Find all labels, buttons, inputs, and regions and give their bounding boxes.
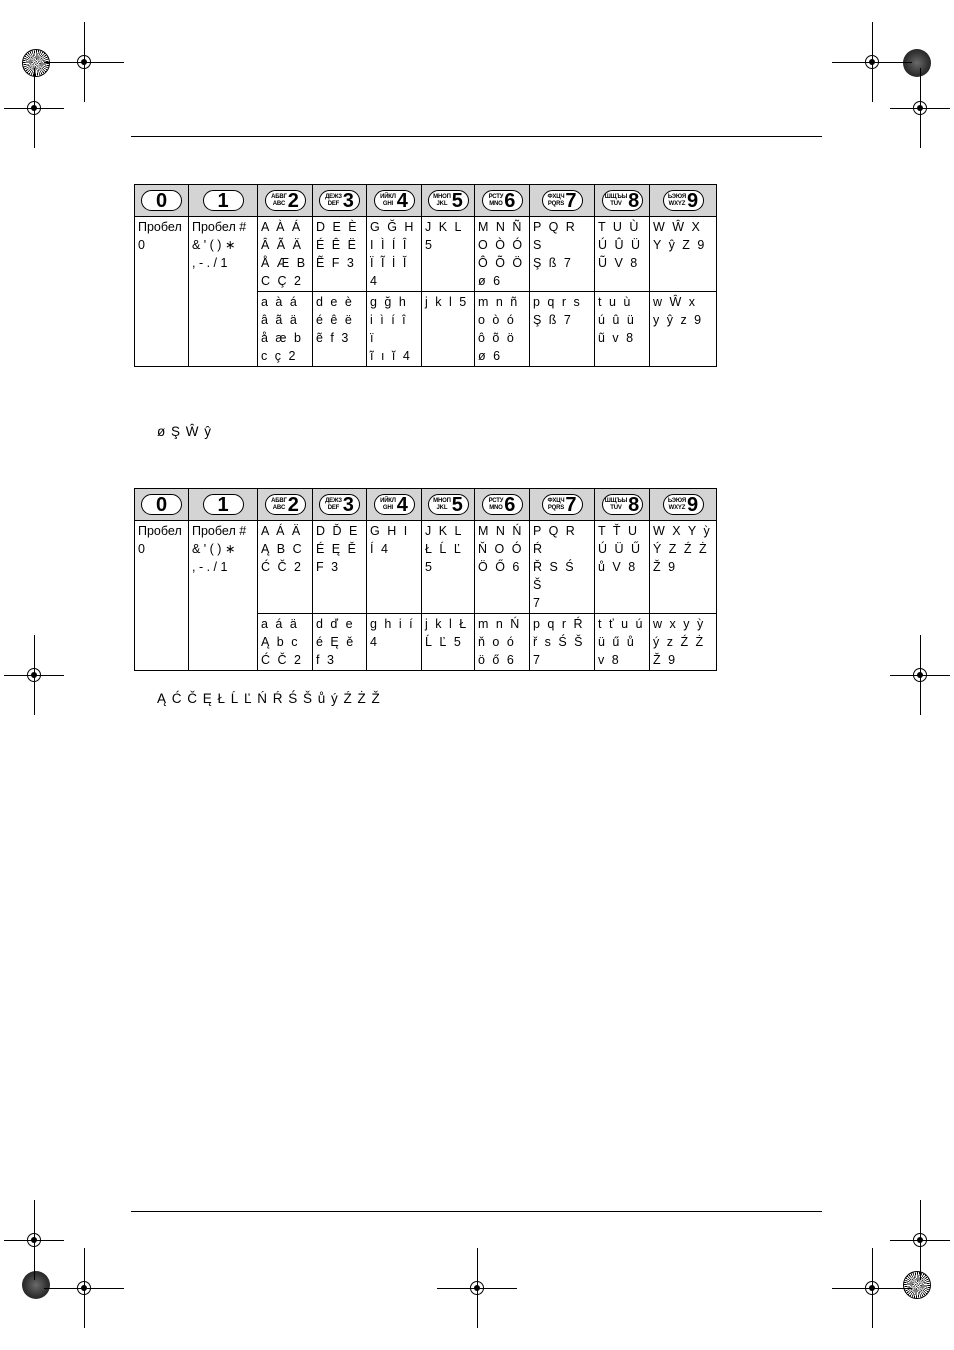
character-line: ø 6 [478,274,503,288]
character-line: v 8 [598,653,621,667]
character-line: C Ç 2 [261,274,303,288]
key-latin-letters: GHI [382,504,393,511]
lowercase-characters-key-5 [422,614,475,671]
character-line: a à á [261,295,299,309]
character-line: å æ b [261,331,303,345]
character-line: O Ò Ó [478,238,525,252]
key-cyrillic-letters: ЬЭЮЯ [667,497,686,504]
lowercase-characters-key-2 [258,292,313,367]
key-letters [325,194,342,208]
key-header-cell [595,185,650,217]
key-0-characters [135,217,189,367]
key-header-row [135,489,717,521]
uppercase-characters-key-5 [422,217,475,292]
character-line: Ž 9 [653,653,678,667]
key-5-icon [428,494,469,515]
key-latin-letters: ABC [272,504,286,511]
key-cyrillic-letters: ЬЭЮЯ [667,193,686,200]
lowercase-characters-key-4 [367,614,422,671]
key-0-icon [141,190,182,211]
lowercase-characters-key-3 [313,292,367,367]
key-2-icon [265,190,306,211]
character-line: Ą b c [261,635,300,649]
character-line: é Ę ě [316,635,356,649]
character-line: g h i í [370,617,415,631]
key-letters [668,498,686,512]
key-latin-letters: PQRS [547,200,565,207]
key-number: 8 [628,189,640,212]
key-number: 3 [342,189,354,212]
key-latin-letters: TUV [610,504,622,511]
key-9-icon [663,494,704,515]
character-line: Ş ß 7 [533,256,573,270]
key-letters [489,498,504,512]
character-line: G Ğ H [370,220,416,234]
key-header-cell [367,185,422,217]
character-line: Y ŷ Z 9 [653,238,707,252]
character-line: Ć Č 2 [261,653,303,667]
character-line: Ú Û Ü [598,238,643,252]
character-line: 4 [370,274,379,288]
key-1-characters [189,217,258,367]
character-line: w Ŵ x [653,295,698,309]
lowercase-characters-key-4 [367,292,422,367]
key-header-cell [258,489,313,521]
key-header-cell [189,185,258,217]
lowercase-characters-key-7 [530,614,595,671]
key-latin-letters: GHI [382,200,393,207]
character-line: , - . / 1 [192,560,228,574]
key-8-icon [602,494,643,515]
character-line: Ö Ő 6 [478,560,522,574]
key-8-icon [602,190,643,211]
key-cyrillic-letters: ШЩЪЫ [604,497,628,504]
character-line: T Ť U [598,524,640,538]
character-line: Ý Z Ź Ż [653,542,709,556]
uppercase-characters-key-5 [422,521,475,614]
key-cyrillic-letters: АБВГ [271,193,287,200]
character-line: ö ő 6 [478,653,516,667]
character-line: D Ď E [316,524,360,538]
character-line: Í 4 [370,542,390,556]
character-line: f 3 [316,653,336,667]
character-line: , - . / 1 [192,256,228,270]
uppercase-characters-key-2 [258,217,313,292]
key-header-cell [530,489,595,521]
key-number: 2 [287,493,299,516]
character-line: D E È [316,220,359,234]
character-line: P Q R S [533,220,577,252]
character-line: I Ì Í Î [370,238,409,252]
key-header-cell [650,489,717,521]
character-line: m n ñ [478,295,520,309]
key-latin-letters: MNO [489,200,503,207]
character-line: Пробел [138,524,182,538]
lowercase-characters-key-5 [422,292,475,367]
character-line: P Q R Ŕ [533,524,577,556]
lowercase-characters-key-8 [595,292,650,367]
dark-registration-mark [903,49,931,77]
character-line: m n Ń [478,617,522,631]
character-line: A À Á [261,220,303,234]
key-cyrillic-letters: ФХЦЧ [547,193,565,200]
key-header-cell [135,489,189,521]
lowercase-characters-key-2 [258,614,313,671]
key-number: 1 [217,493,229,516]
key-6-icon [482,190,523,211]
key-letters [433,194,451,208]
character-line: ú û ü [598,313,636,327]
key-9-icon [663,190,704,211]
character-line: p q r s [533,295,582,309]
character-line: Пробел # [192,220,247,234]
key-latin-letters: WXYZ [668,200,686,207]
key-0-characters [135,521,189,671]
character-line: ň o ó [478,635,516,649]
key-letters [380,498,396,512]
lowercase-characters-key-8 [595,614,650,671]
key-cyrillic-letters: ФХЦЧ [547,497,565,504]
character-line: ø 6 [478,349,503,363]
key-latin-letters: DEF [327,504,340,511]
key-number: 7 [565,189,577,212]
character-line: w x y ỳ [653,617,706,631]
key-3-icon [319,190,360,211]
character-line: J K L [425,524,464,538]
character-line: ũ v 8 [598,331,636,345]
character-line: A Á Ä [261,524,303,538]
character-line: g ğ h [370,295,408,309]
uppercase-characters-key-3 [313,521,367,614]
key-cyrillic-letters: ИЙКЛ [380,193,396,200]
character-table-1 [134,184,717,367]
character-line: 5 [425,560,434,574]
key-letters [433,498,451,512]
character-line: i ì í î ï [370,313,408,345]
character-line: Ẽ F 3 [316,256,356,270]
key-header-cell [135,185,189,217]
character-line: Ĺ Ľ 5 [425,635,463,649]
key-cyrillic-letters: ДЕЖЗ [325,497,342,504]
character-line: ü ű ů [598,635,636,649]
uppercase-characters-key-2 [258,521,313,614]
key-header-cell [530,185,595,217]
uppercase-characters-key-9 [650,521,717,614]
character-line: Ą B C [261,542,304,556]
star-registration-mark [22,49,50,77]
key-latin-letters: JKL [436,200,448,207]
key-letters [489,194,504,208]
key-letters [325,498,342,512]
character-line: M N Ń [478,524,524,538]
lowercase-characters-key-6 [475,292,530,367]
key-cyrillic-letters: ИЙКЛ [380,497,396,504]
character-line: d e è [316,295,354,309]
character-line: 7 [533,596,542,610]
uppercase-row [135,217,717,292]
character-line: d ď e [316,617,355,631]
key-header-cell [189,489,258,521]
character-line: & ' ( ) ∗ [192,238,236,252]
key-letters [271,498,287,512]
key-cyrillic-letters: РСТУ [488,193,504,200]
character-line: Ž 9 [653,560,678,574]
character-line: ý z Ź Ż [653,635,706,649]
character-line: c ç 2 [261,349,298,363]
character-line: o ò ó [478,313,516,327]
character-line: & ' ( ) ∗ [192,542,236,556]
star-registration-mark [903,1271,931,1299]
uppercase-characters-key-9 [650,217,717,292]
uppercase-characters-key-8 [595,521,650,614]
key-cyrillic-letters: ДЕЖЗ [325,193,342,200]
character-line: ř s Ś Š [533,635,585,649]
uppercase-characters-key-3 [313,217,367,292]
character-line: 4 [370,635,379,649]
key-1-icon [203,190,244,211]
key-header-cell [367,489,422,521]
character-line: 0 [138,542,145,556]
lowercase-characters-key-9 [650,292,717,367]
key-number: 9 [686,189,699,212]
character-line: É Ę Ě [316,542,358,556]
key-header-cell [313,185,367,217]
key-letters [547,498,564,512]
key-letters [380,194,396,208]
character-line: W X Y ỳ [653,524,712,538]
key-7-icon [542,494,583,515]
uppercase-characters-key-6 [475,521,530,614]
character-line: Â Ã Ä [261,238,303,252]
character-line: J K L [425,220,464,234]
key-number: 3 [342,493,354,516]
key-3-icon [319,494,360,515]
character-line: t ť u ú [598,617,645,631]
character-line: Å Æ B [261,256,308,270]
character-line: j k l 5 [425,295,469,309]
key-letters [668,194,686,208]
key-number: 6 [504,189,516,212]
character-line: ů V 8 [598,560,638,574]
key-header-cell [595,489,650,521]
character-line: 5 [425,238,434,252]
character-line: 0 [138,238,145,252]
character-line: Ô Õ Ö [478,256,525,270]
character-line: Ú Ü Ű [598,542,643,556]
key-4-icon [374,494,415,515]
key-header-row [135,185,717,217]
dark-registration-mark [22,1271,50,1299]
character-line: Ï Ĩ İ Ĭ [370,256,409,270]
character-line: Ũ V 8 [598,256,640,270]
key-letters [547,194,564,208]
character-line: a á ä [261,617,299,631]
key-6-icon [482,494,523,515]
key-2-icon [265,494,306,515]
uppercase-characters-key-7 [530,217,595,292]
key-number: 2 [287,189,299,212]
key-latin-letters: PQRS [547,504,565,511]
key-latin-letters: DEF [327,200,340,207]
key-letters [605,498,627,512]
key-letters [271,194,287,208]
lowercase-characters-key-9 [650,614,717,671]
key-4-icon [374,190,415,211]
special-characters-note-1: ø Ş Ŵ ŷ [157,424,212,439]
key-number: 5 [451,189,463,212]
uppercase-characters-key-6 [475,217,530,292]
character-line: p q r Ŕ [533,617,585,631]
uppercase-characters-key-4 [367,521,422,614]
character-line: â ã ä [261,313,299,327]
lowercase-characters-key-6 [475,614,530,671]
key-1-icon [203,494,244,515]
special-characters-note-2: Ą Ć Č Ę Ł Ĺ Ľ Ń Ŕ Ś Š ů ý Ź Ż Ž [157,691,381,706]
key-header-cell [258,185,313,217]
key-0-icon [141,494,182,515]
key-cyrillic-letters: ШЩЪЫ [604,193,628,200]
key-latin-letters: JKL [436,504,448,511]
character-line: Ć Č 2 [261,560,303,574]
character-line: y ŷ z 9 [653,313,704,327]
key-header-cell [475,185,530,217]
key-number: 8 [628,493,640,516]
key-latin-letters: MNO [489,504,503,511]
key-header-cell [650,185,717,217]
top-rule [131,136,822,137]
character-line: 7 [533,653,542,667]
key-letters [605,194,627,208]
bottom-rule [131,1211,822,1212]
key-number: 7 [565,493,577,516]
character-line: é ê ë [316,313,354,327]
key-cyrillic-letters: МНОП [433,497,451,504]
character-line: t u ù [598,295,633,309]
key-number: 4 [396,493,408,516]
key-header-cell [422,185,475,217]
character-line: W Ŵ X [653,220,702,234]
character-line: Пробел [138,220,182,234]
character-line: ô õ ö [478,331,516,345]
key-number: 6 [504,493,516,516]
key-latin-letters: WXYZ [668,504,686,511]
key-5-icon [428,190,469,211]
key-number: 0 [155,189,168,212]
key-7-icon [542,190,583,211]
character-line: Пробел # [192,524,247,538]
character-line: Ň O Ó [478,542,524,556]
uppercase-characters-key-4 [367,217,422,292]
key-number: 5 [451,493,463,516]
character-line: É Ê Ë [316,238,358,252]
character-line: ẽ f 3 [316,331,351,345]
key-1-characters [189,521,258,671]
key-cyrillic-letters: АБВГ [271,497,287,504]
character-line: F 3 [316,560,341,574]
key-latin-letters: ABC [272,200,286,207]
key-cyrillic-letters: РСТУ [488,497,504,504]
character-line: M N Ñ [478,220,524,234]
key-number: 9 [686,493,699,516]
key-number: 4 [396,189,408,212]
character-line: Ř S Ś Š [533,560,576,592]
character-line: ĩ ı ĭ 4 [370,349,412,363]
uppercase-characters-key-8 [595,217,650,292]
character-table-2 [134,488,717,671]
key-number: 1 [217,189,229,212]
character-line: T U Ù [598,220,641,234]
character-line: Ş ß 7 [533,313,573,327]
key-header-cell [422,489,475,521]
uppercase-row [135,521,717,614]
key-header-cell [313,489,367,521]
lowercase-characters-key-3 [313,614,367,671]
character-line: j k l Ł [425,617,469,631]
uppercase-characters-key-7 [530,521,595,614]
key-cyrillic-letters: МНОП [433,193,451,200]
key-latin-letters: TUV [610,200,622,207]
character-line: Ł Ĺ Ľ [425,542,463,556]
character-line: G H I [370,524,410,538]
lowercase-characters-key-7 [530,292,595,367]
key-number: 0 [155,493,168,516]
key-header-cell [475,489,530,521]
